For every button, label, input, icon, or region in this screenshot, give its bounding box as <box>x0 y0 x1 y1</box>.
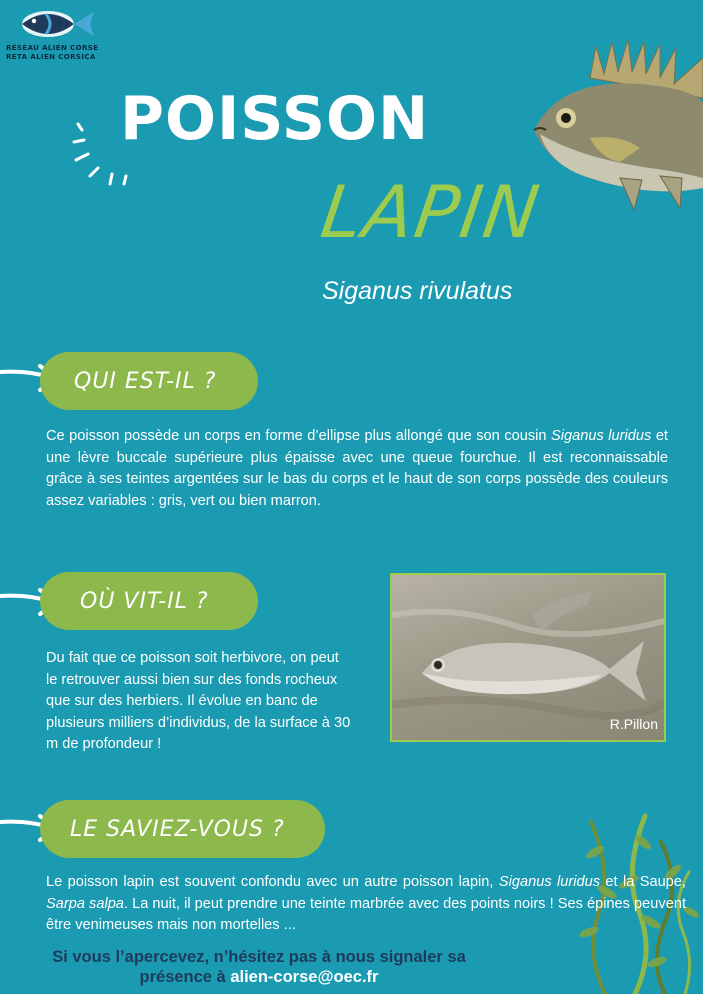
section-heading-saviez <box>40 800 325 858</box>
footer-callout <box>0 947 518 987</box>
saviez-species-italic-2: Sarpa salpa <box>46 895 124 912</box>
saviez-text-2: et la Saupe, <box>600 874 686 890</box>
photo-credit: R.Pillon <box>609 716 658 732</box>
qui-species-italic: Siganus luridus <box>551 428 652 444</box>
footer-line-2-prefix: présence à <box>139 968 231 986</box>
logo-line-1: RÉSEAU ALIEN CORSE <box>6 44 99 52</box>
title-sub: LAPIN <box>316 170 546 254</box>
footer-line-2 <box>0 967 518 987</box>
title-main: POISSON <box>120 84 430 154</box>
logo-line-2: RETA ALIEN CORSICA <box>6 53 96 61</box>
qui-text-1: Ce poisson possède un corps en forme d’ellipse plus allongé que son cousin <box>46 428 552 444</box>
rabbitfish-illustration <box>530 38 703 214</box>
qui-text-2: et une lèvre buccale supérieure plus épaisse avec une queue fourchue. Il est reconnaissable grâce à ses teintes argentées sur le bas du corps et le haut de son corps possède des couleurs assez variables : gris, vert ou bien marron. <box>46 428 668 509</box>
saviez-paragraph <box>46 872 686 937</box>
contact-email-link[interactable]: alien-corse@oec.fr <box>230 968 379 986</box>
logo <box>6 8 98 64</box>
qui-paragraph <box>46 426 668 512</box>
saviez-text-3: . La nuit, il peut prendre une teinte marbrée avec des points noirs ! Ses épines peuvent être venimeuses mais non mortelles ... <box>46 895 686 933</box>
fish-logo-icon <box>6 8 98 42</box>
saviez-text-1: Le poisson lapin est souvent confondu avec un autre poisson lapin, <box>46 874 499 890</box>
heading-qui-label: QUI EST-IL ? <box>74 368 217 394</box>
latin-name: Siganus rivulatus <box>322 277 513 305</box>
footer-line-1: Si vous l’apercevez, n’hésitez pas à nous signaler sa <box>52 948 466 966</box>
fish-photo <box>390 573 666 742</box>
section-heading-ou <box>40 572 258 630</box>
ou-paragraph: Du fait que ce poisson soit herbivore, on peut le retrouver aussi bien sur des fonds rocheux que sur des herbiers. Il évolue en banc de plusieurs milliers d’individus, de la surface à 30 m de profondeur ! <box>46 650 351 752</box>
saviez-species-italic-1: Siganus luridus <box>498 874 600 890</box>
heading-saviez-label: LE SAVIEZ-VOUS ? <box>70 816 285 842</box>
section-heading-qui <box>40 352 258 410</box>
heading-ou-label: OÙ VIT-IL ? <box>80 588 209 614</box>
